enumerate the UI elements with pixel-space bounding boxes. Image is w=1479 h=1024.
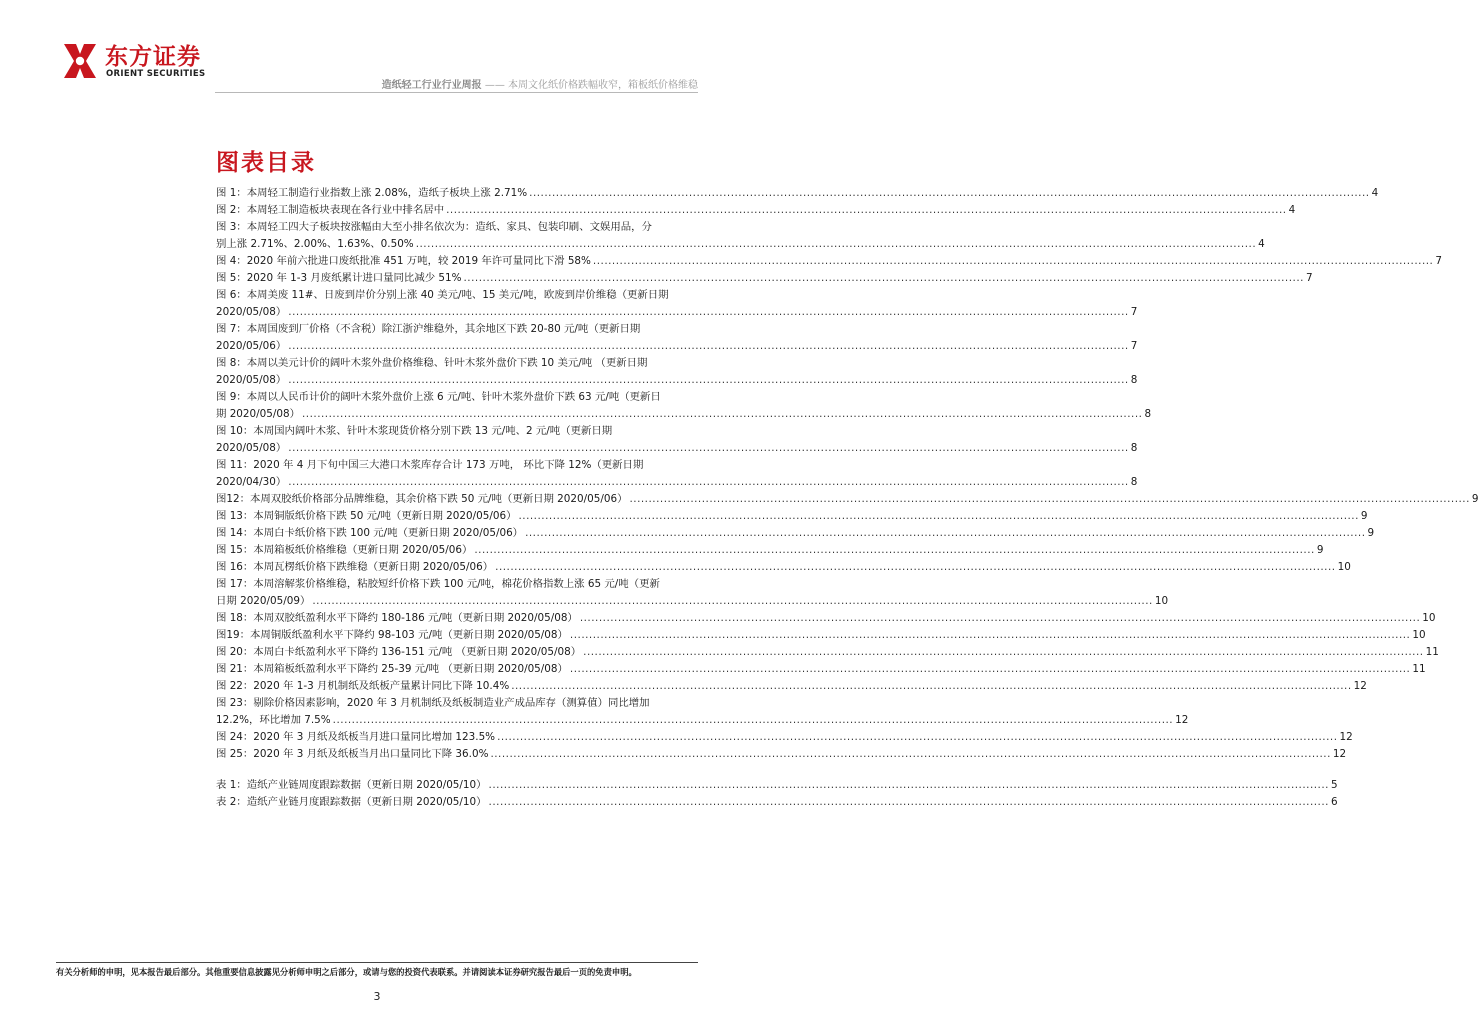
figure-entry[interactable]: [216, 355, 1138, 389]
dot-leader: [288, 372, 1128, 389]
figure-entry[interactable]: [216, 729, 1353, 746]
figure-entry-text: 图 15：本周箱板纸价格维稳（更新日期 2020/05/06）: [216, 544, 473, 556]
figure-entry[interactable]: [216, 627, 1426, 644]
figure-entry[interactable]: [216, 270, 1313, 287]
header-divider: [215, 92, 698, 93]
figure-entry-line: [216, 729, 1353, 746]
dot-leader: [525, 525, 1365, 542]
figure-entry-text: 图 21：本周箱板纸盈利水平下降约 25-39 元/吨 （更新日期 2020/05/08）: [216, 663, 568, 675]
figure-entry-text: 日期 2020/05/09）: [216, 595, 311, 607]
section-gap: [216, 763, 698, 777]
figure-entry-line: [216, 695, 698, 712]
figure-entry-text: 2020/05/08）: [216, 306, 287, 318]
figure-entry-line: [216, 525, 1375, 542]
header-separator: ——: [481, 80, 508, 91]
figure-entry-line: [216, 576, 698, 593]
figure-entry-line: [216, 508, 1368, 525]
dot-leader: [489, 777, 1329, 794]
figure-entry[interactable]: [216, 491, 1479, 508]
figure-entry[interactable]: [216, 202, 1296, 219]
dot-leader: [474, 542, 1314, 559]
figure-entry-page: 12: [1353, 680, 1367, 692]
figure-entry-line: [216, 559, 1351, 576]
figure-entry-line: [216, 423, 698, 440]
figure-entry-text: 图 17：本周溶解浆价格维稳，粘胶短纤价格下跌 100 元/吨，棉花价格指数上涨 65 元/吨（更新: [216, 578, 660, 590]
figure-entry-text: 图 1：本周轻工制造行业指数上涨 2.08%，造纸子板块上涨 2.71%: [216, 187, 528, 199]
figure-entry-text: 图 23：剔除价格因素影响，2020 年 3 月机制纸及纸板制造业产成品库存（测算值）同比增加: [216, 697, 650, 709]
dot-leader: [495, 559, 1335, 576]
table-entry-page: 6: [1330, 796, 1338, 808]
dot-leader: [593, 253, 1433, 270]
figure-entry-page: 4: [1288, 204, 1296, 216]
figure-entry-line: [216, 406, 1152, 423]
dot-leader: [489, 794, 1329, 811]
figure-entry-page: 9: [1316, 544, 1324, 556]
figure-entry-page: 10: [1337, 561, 1351, 573]
figure-entry-page: 12: [1332, 748, 1347, 760]
figure-entry-line: [216, 253, 1442, 270]
figure-entry[interactable]: [216, 661, 1426, 678]
figure-entry[interactable]: [216, 610, 1436, 627]
figure-entry-line: [216, 270, 1313, 287]
figure-entry-text: 图 14：本周白卡纸价格下跌 100 元/吨（更新日期 2020/05/06）: [216, 527, 524, 539]
figure-entry-page: 9: [1360, 510, 1368, 522]
figure-entry[interactable]: [216, 576, 1169, 610]
figure-entry-text: 2020/05/08）: [216, 374, 287, 386]
figure-entry-text: 图 24：2020 年 3 月纸及纸板当月进口量同比增加 123.5%: [216, 731, 496, 743]
figure-entry[interactable]: [216, 746, 1347, 763]
figure-entry[interactable]: [216, 253, 1442, 270]
figure-entry-page: 11: [1412, 663, 1426, 675]
figure-entry-line: [216, 355, 698, 372]
figure-entry-line: [216, 644, 1439, 661]
figure-entry-text: 图 8：本周以美元计价的阔叶木浆外盘价格维稳、针叶木浆外盘价下跌 10 美元/吨 （更新日期: [216, 357, 648, 369]
dot-leader: [288, 474, 1128, 491]
dot-leader: [580, 610, 1420, 627]
report-category: 造纸轻工行业行业周报: [381, 80, 482, 91]
brand-name-en: ORIENT SECURITIES: [106, 69, 206, 79]
figure-entry-text: 2020/05/06）: [216, 340, 287, 352]
figure-entry-text: 2020/05/08）: [216, 442, 287, 454]
figure-entry[interactable]: [216, 185, 1379, 202]
figure-entry-line: [216, 321, 698, 338]
figure-entry-line: [216, 542, 1324, 559]
dot-leader: [302, 406, 1142, 423]
figure-entry-line: [216, 372, 1138, 389]
table-of-contents: [216, 185, 1479, 811]
dot-leader: [416, 236, 1256, 253]
figure-entry-text: 别上涨 2.71%、2.00%、1.63%、0.50%: [216, 238, 414, 250]
dot-leader: [288, 440, 1128, 457]
report-header: [382, 76, 698, 91]
table-entry[interactable]: [216, 777, 1338, 794]
orient-logo-icon: [60, 38, 100, 84]
figure-entry[interactable]: [216, 508, 1368, 525]
table-entry-page: 5: [1330, 779, 1338, 791]
dot-leader: [570, 627, 1410, 644]
dot-leader: [511, 678, 1351, 695]
figure-entry-line: [216, 661, 1426, 678]
figure-entry-text: 图 22：2020 年 1-3 月机制纸及纸板产量累计同比下降 10.4%: [216, 680, 510, 692]
figure-entry-page: 10: [1154, 595, 1169, 607]
dot-leader: [288, 304, 1128, 321]
figure-entry-text: 图 6：本周美废 11#、日废到岸价分别上涨 40 美元/吨、15 美元/吨，欧废到岸价维稳（更新日期: [216, 289, 669, 301]
footer-disclaimer: 有关分析师的申明，见本报告最后部分。其他重要信息披露见分析师申明之后部分，或请与您的投资代表联系。并请阅读本证券研究报告最后一页的免责申明。: [56, 967, 637, 977]
table-entry-line: [216, 794, 1338, 811]
figure-entry-page: 7: [1130, 340, 1138, 352]
figure-entry-line: [216, 202, 1296, 219]
figure-entry-page: 9: [1471, 493, 1479, 505]
dot-leader: [464, 270, 1304, 287]
figure-entry-page: 8: [1130, 476, 1138, 488]
figure-entry-text: 图 3：本周轻工四大子板块按涨幅由大至小排名依次为：造纸、家具、包装印刷、文娱用品，分: [216, 221, 652, 233]
figure-entry-line: [216, 338, 1138, 355]
figure-entry-page: 11: [1425, 646, 1439, 658]
figure-entry-page: 12: [1175, 714, 1189, 726]
brand-name-cn: 东方证券: [105, 44, 201, 70]
dot-leader: [446, 202, 1286, 219]
report-subtitle: 本周文化纸价格跌幅收窄，箱板纸价格维稳: [508, 80, 698, 91]
figure-entry-text: 图 13：本周铜版纸价格下跌 50 元/吨（更新日期 2020/05/06）: [216, 510, 517, 522]
figure-entry[interactable]: [216, 219, 1265, 253]
figure-entry-text: 图 10：本周国内阔叶木浆、针叶木浆现货价格分别下跌 13 元/吨、2 元/吨（更新日期: [216, 425, 613, 437]
figure-entry[interactable]: [216, 321, 1138, 355]
figure-entry-page: 4: [1258, 238, 1265, 250]
figure-entry-page: 7: [1130, 306, 1138, 318]
figure-entry-text: 图 5：2020 年 1-3 月废纸累计进口量同比减少 51%: [216, 272, 462, 284]
figure-entry-text: 图 25：2020 年 3 月纸及纸板当月出口量同比下降 36.0%: [216, 748, 489, 760]
figure-entry-line: [216, 712, 1189, 729]
figure-entry[interactable]: [216, 389, 1152, 423]
brand-logo: [60, 36, 220, 86]
figure-entry-line: [216, 185, 1379, 202]
figure-entry-line: [216, 593, 1169, 610]
figure-entry[interactable]: [216, 678, 1367, 695]
figure-entry-page: 10: [1412, 629, 1426, 641]
figure-entry-text: 期 2020/05/08）: [216, 408, 300, 420]
figure-entry-page: 10: [1422, 612, 1436, 624]
figure-entry-line: [216, 746, 1347, 763]
dot-leader: [518, 508, 1358, 525]
figure-entry[interactable]: [216, 559, 1351, 576]
figure-entry-text: 12.2%，环比增加 7.5%: [216, 714, 331, 726]
dot-leader: [490, 746, 1330, 763]
page-number: 3: [373, 990, 381, 1003]
figure-entry-text: 图12：本周双胶纸价格部分品牌维稳，其余价格下跌 50 元/吨（更新日期 2020/05/06）: [216, 493, 628, 505]
figure-entry-text: 2020/04/30）: [216, 476, 287, 488]
page-title: 图表目录: [216, 150, 316, 176]
dot-leader: [570, 661, 1410, 678]
dot-leader: [629, 491, 1469, 508]
figure-entry-line: [216, 236, 1265, 253]
figure-entry-text: 图 16：本周瓦楞纸价格下跌维稳（更新日期 2020/05/06）: [216, 561, 494, 573]
figure-entry[interactable]: [216, 287, 1138, 321]
figure-entry-line: [216, 440, 1138, 457]
figure-entry-page: 8: [1144, 408, 1152, 420]
figure-entry-text: 图 20：本周白卡纸盈利水平下降约 136-151 元/吨 （更新日期 2020/05/08）: [216, 646, 582, 658]
dot-leader: [288, 338, 1128, 355]
figure-entry-line: [216, 678, 1367, 695]
figure-entry-text: 图 11：2020 年 4 月下旬中国三大港口木浆库存合计 173 万吨， 环比下降 12%（更新日期: [216, 459, 644, 471]
figure-entry[interactable]: [216, 695, 1189, 729]
dot-leader: [497, 729, 1337, 746]
figure-entry-line: [216, 287, 698, 304]
figure-entry-text: 图 4：2020 年前六批进口废纸批准 451 万吨，较 2019 年许可量同比下滑 58%: [216, 255, 591, 267]
dot-leader: [529, 185, 1369, 202]
figure-entry-page: 8: [1130, 374, 1138, 386]
dot-leader: [312, 593, 1152, 610]
table-entry-text: 表 2：造纸产业链月度跟踪数据（更新日期 2020/05/10）: [216, 796, 487, 808]
figure-entry-text: 图 2：本周轻工制造板块表现在各行业中排名居中: [216, 204, 445, 216]
figure-entry[interactable]: [216, 423, 1138, 457]
figure-entry-text: 图 9：本周以人民币计价的阔叶木浆外盘价上涨 6 元/吨、针叶木浆外盘价下跌 63 元/吨（更新日: [216, 391, 661, 403]
figure-entry[interactable]: [216, 542, 1324, 559]
figure-entry-page: 8: [1130, 442, 1138, 454]
figure-entry-line: [216, 610, 1436, 627]
figure-entry-page: 4: [1371, 187, 1379, 199]
figure-entry-page: 9: [1367, 527, 1375, 539]
figure-entry-text: 图 7：本周国废到厂价格（不含税）除江浙沪维稳外，其余地区下跌 20-80 元/吨（更新日期: [216, 323, 641, 335]
figure-entry-line: [216, 474, 1138, 491]
dot-leader: [333, 712, 1173, 729]
table-entry[interactable]: [216, 794, 1338, 811]
figure-entry-line: [216, 457, 698, 474]
dot-leader: [583, 644, 1423, 661]
table-entry-text: 表 1：造纸产业链周度跟踪数据（更新日期 2020/05/10）: [216, 779, 487, 791]
table-entry-line: [216, 777, 1338, 794]
figure-entry-text: 图 18：本周双胶纸盈利水平下降约 180-186 元/吨（更新日期 2020/05/08）: [216, 612, 578, 624]
figure-entry-text: 图19：本周铜版纸盈利水平下降约 98-103 元/吨（更新日期 2020/05/08）: [216, 629, 568, 641]
figure-entry-page: 12: [1339, 731, 1353, 743]
figure-entry-line: [216, 219, 698, 236]
figure-entry-line: [216, 389, 698, 406]
footer-divider: [56, 962, 698, 963]
figure-entry[interactable]: [216, 525, 1375, 542]
figure-entry[interactable]: [216, 644, 1439, 661]
figure-entry-page: 7: [1435, 255, 1442, 267]
figure-entry-line: [216, 491, 1479, 508]
figure-entry-line: [216, 304, 1138, 321]
figure-entry-line: [216, 627, 1426, 644]
figure-entry-page: 7: [1305, 272, 1313, 284]
figure-entry[interactable]: [216, 457, 1138, 491]
